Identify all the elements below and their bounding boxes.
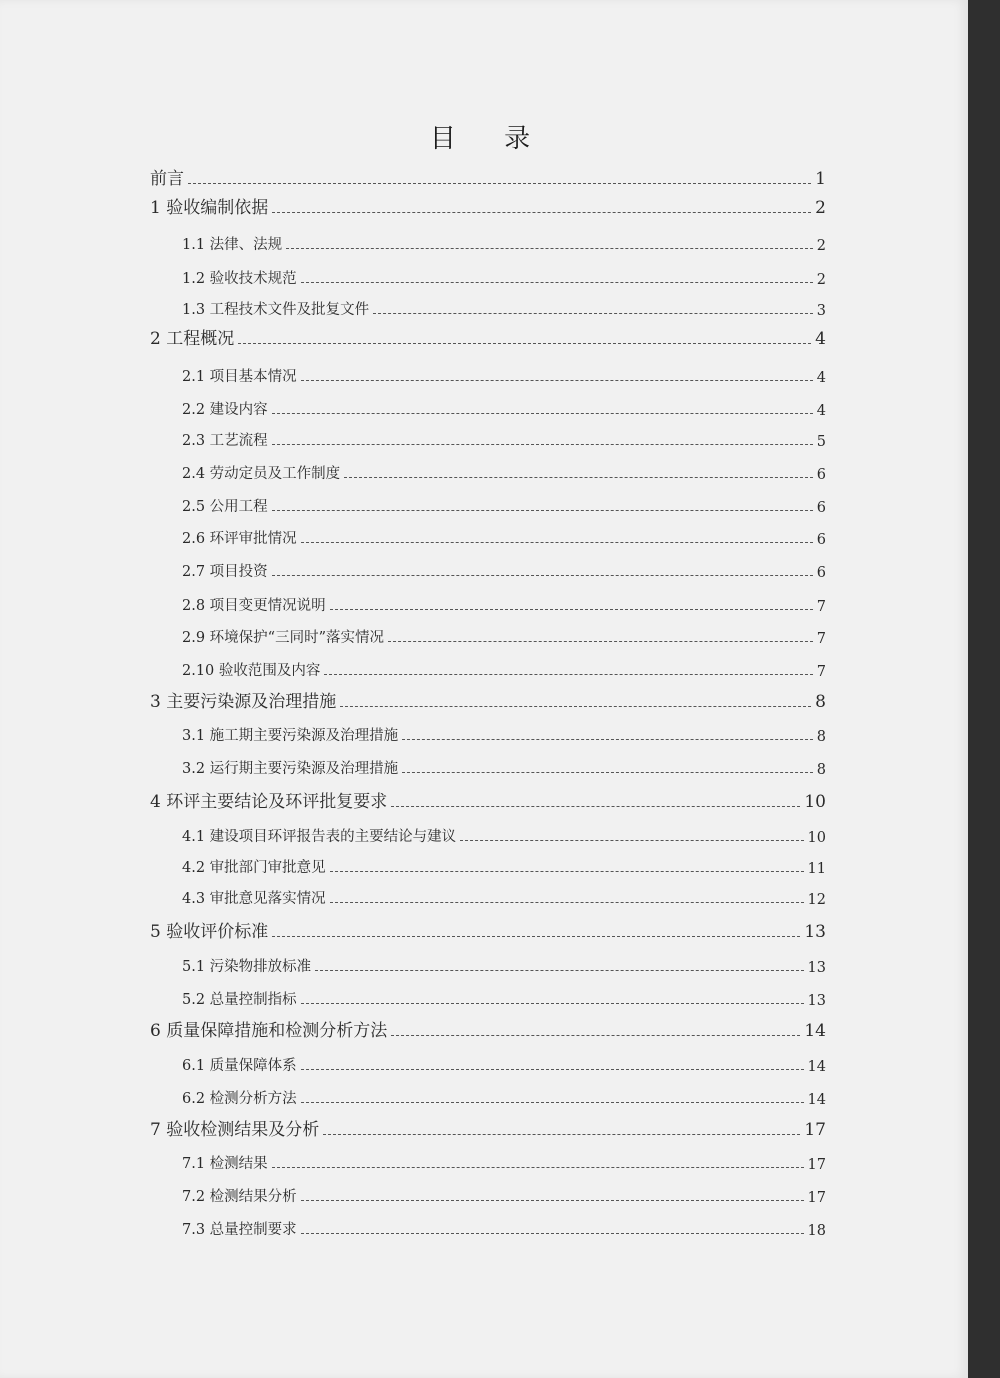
toc-section-entry [182,589,826,615]
toc-leader-dashes [324,674,812,675]
toc-page-number: 8 [816,762,826,778]
toc-entry-label: 2.8 项目变更情况说明 [182,598,326,614]
toc-leader-dashes [344,477,813,478]
toc-section-entry [182,752,826,778]
toc-entry-label: 2.1 项目基本情况 [182,369,297,385]
toc-section-entry [182,522,826,548]
toc-page-number: 8 [815,692,826,712]
toc-leader-dashes [330,902,804,903]
toc-chapter-entry [150,1015,826,1041]
toc-leader-dashes [391,806,800,807]
toc-page-number: 7 [816,631,826,647]
toc-entry-label: 2.2 建设内容 [182,402,268,418]
toc-page-number: 7 [816,664,826,680]
toc-leader-dashes [323,1134,800,1135]
toc-chapter-entry [150,1114,826,1140]
toc-leader-dashes [301,1003,804,1004]
toc-entry-label: 7.1 检测结果 [182,1156,268,1172]
toc-entry-label: 2.9 环境保护“三同时”落实情况 [182,630,384,646]
toc-page-number: 4 [815,329,826,349]
toc-leader-dashes [286,248,813,249]
toc-title: 目 录 [429,124,551,154]
toc-section-entry [182,490,826,516]
toc-leader-dashes [272,1167,804,1168]
toc-section-entry [182,293,826,319]
toc-leader-dashes [340,706,811,707]
toc-section-entry [182,1180,826,1206]
toc-entry-label: 前言 [150,169,184,189]
toc-page-number: 4 [816,370,826,386]
toc-entry-label: 5 验收评价标准 [150,922,269,942]
toc-section-entry [182,424,826,450]
toc-entry-label: 2.7 项目投资 [182,564,268,580]
toc-leader-dashes [301,1200,804,1201]
toc-entry-label: 4.1 建设项目环评报告表的主要结论与建议 [182,829,457,845]
toc-page-number: 2 [815,198,826,218]
toc-leader-dashes [272,510,813,511]
toc-entry-label: 7 验收检测结果及分析 [150,1120,320,1140]
toc-entry-label: 7.2 检测结果分析 [182,1189,297,1205]
toc-section-entry [182,882,826,908]
toc-chapter-entry [150,686,826,712]
toc-leader-dashes [272,936,800,937]
toc-leader-dashes [402,739,813,740]
toc-leader-dashes [373,313,813,314]
toc-entry-label: 1 验收编制依据 [150,198,269,218]
toc-page-number: 2 [816,272,826,288]
toc-section-entry [182,228,826,254]
toc-leader-dashes [388,641,813,642]
toc-entry-label: 1.1 法律、法规 [182,237,283,253]
toc-page-number: 1 [815,169,826,189]
toc-section-entry [182,851,826,877]
toc-entry-label: 2.10 验收范围及内容 [182,663,321,679]
toc-entry-label: 7.3 总量控制要求 [182,1222,297,1238]
toc-entry-label: 4 环评主要结论及环评批复要求 [150,792,388,812]
toc-entry-label: 2.4 劳动定员及工作制度 [182,466,341,482]
toc-section-entry [182,719,826,745]
toc-page-number: 10 [807,830,826,846]
toc-leader-dashes [272,575,813,576]
toc-page-number: 17 [807,1190,826,1206]
toc-entry-label: 6.1 质量保障体系 [182,1058,297,1074]
toc-section-entry [182,262,826,288]
toc-section-entry [182,1147,826,1173]
toc-page-number: 17 [804,1120,826,1140]
toc-page-number: 13 [804,922,826,942]
toc-page-number: 14 [804,1021,826,1041]
toc-page-number: 7 [816,599,826,615]
toc-entry-label: 3.2 运行期主要污染源及治理措施 [182,761,399,777]
toc-leader-dashes [330,609,813,610]
toc-page-number: 5 [816,434,826,450]
toc-chapter-entry [150,192,826,218]
toc-entry-label: 3.1 施工期主要污染源及治理措施 [182,728,399,744]
toc-entry-label: 1.3 工程技术文件及批复文件 [182,302,370,318]
toc-leader-dashes [272,444,813,445]
toc-page-number: 18 [807,1223,826,1239]
toc-section-entry [182,1082,826,1108]
toc-page-number: 3 [816,303,826,319]
toc-chapter-entry [150,916,826,942]
toc-leader-dashes [238,343,811,344]
toc-page-number: 14 [807,1059,826,1075]
toc-leader-dashes [188,183,811,184]
toc-leader-dashes [301,1102,804,1103]
toc-page-number: 8 [816,729,826,745]
toc-leader-dashes [301,282,813,283]
toc-entry-label: 6.2 检测分析方法 [182,1091,297,1107]
toc-leader-dashes [301,380,813,381]
toc-leader-dashes [301,542,813,543]
toc-section-entry [182,621,826,647]
toc-page-number: 10 [804,792,826,812]
toc-page-number: 6 [816,565,826,581]
toc-leader-dashes [402,772,813,773]
toc-section-entry [182,360,826,386]
toc-section-entry [182,1049,826,1075]
toc-entry-label: 6 质量保障措施和检测分析方法 [150,1021,388,1041]
toc-entry-label: 2.3 工艺流程 [182,433,268,449]
toc-section-entry [182,1213,826,1239]
toc-entry-label: 2.5 公用工程 [182,499,268,515]
toc-entry-label: 2 工程概况 [150,329,235,349]
toc-leader-dashes [330,871,804,872]
toc-entry-label: 2.6 环评审批情况 [182,531,297,547]
toc-entry-label: 1.2 验收技术规范 [182,271,297,287]
toc-chapter-entry [150,786,826,812]
toc-leader-dashes [460,840,803,841]
toc-leader-dashes [301,1233,804,1234]
toc-leader-dashes [315,970,803,971]
toc-section-entry [182,950,826,976]
toc-section-entry [182,457,826,483]
toc-page-number: 11 [807,861,826,877]
toc-entry-label: 5.1 污染物排放标准 [182,959,312,975]
toc-section-entry [182,393,826,419]
toc-entry-label: 4.2 审批部门审批意见 [182,860,326,876]
toc-page-number: 17 [807,1157,826,1173]
toc-leader-dashes [272,212,811,213]
toc-chapter-entry [150,323,826,349]
toc-page-number: 13 [807,960,826,976]
toc-entry-label: 3 主要污染源及治理措施 [150,692,337,712]
toc-page-number: 6 [816,467,826,483]
toc-page-number: 14 [807,1092,826,1108]
toc-page-number: 4 [816,403,826,419]
toc-page-number: 13 [807,993,826,1009]
toc-page-number: 6 [816,532,826,548]
toc-section-entry [182,983,826,1009]
toc-page-number: 2 [816,238,826,254]
toc-leader-dashes [391,1035,800,1036]
toc-entry-label: 4.3 审批意见落实情况 [182,891,326,907]
toc-leader-dashes [272,413,813,414]
toc-section-entry [182,654,826,680]
toc-chapter-entry [150,163,826,189]
toc-section-entry [182,820,826,846]
toc-section-entry [182,555,826,581]
toc-page-number: 6 [816,500,826,516]
toc-entry-label: 5.2 总量控制指标 [182,992,297,1008]
toc-leader-dashes [301,1069,804,1070]
toc-page-number: 12 [807,892,826,908]
